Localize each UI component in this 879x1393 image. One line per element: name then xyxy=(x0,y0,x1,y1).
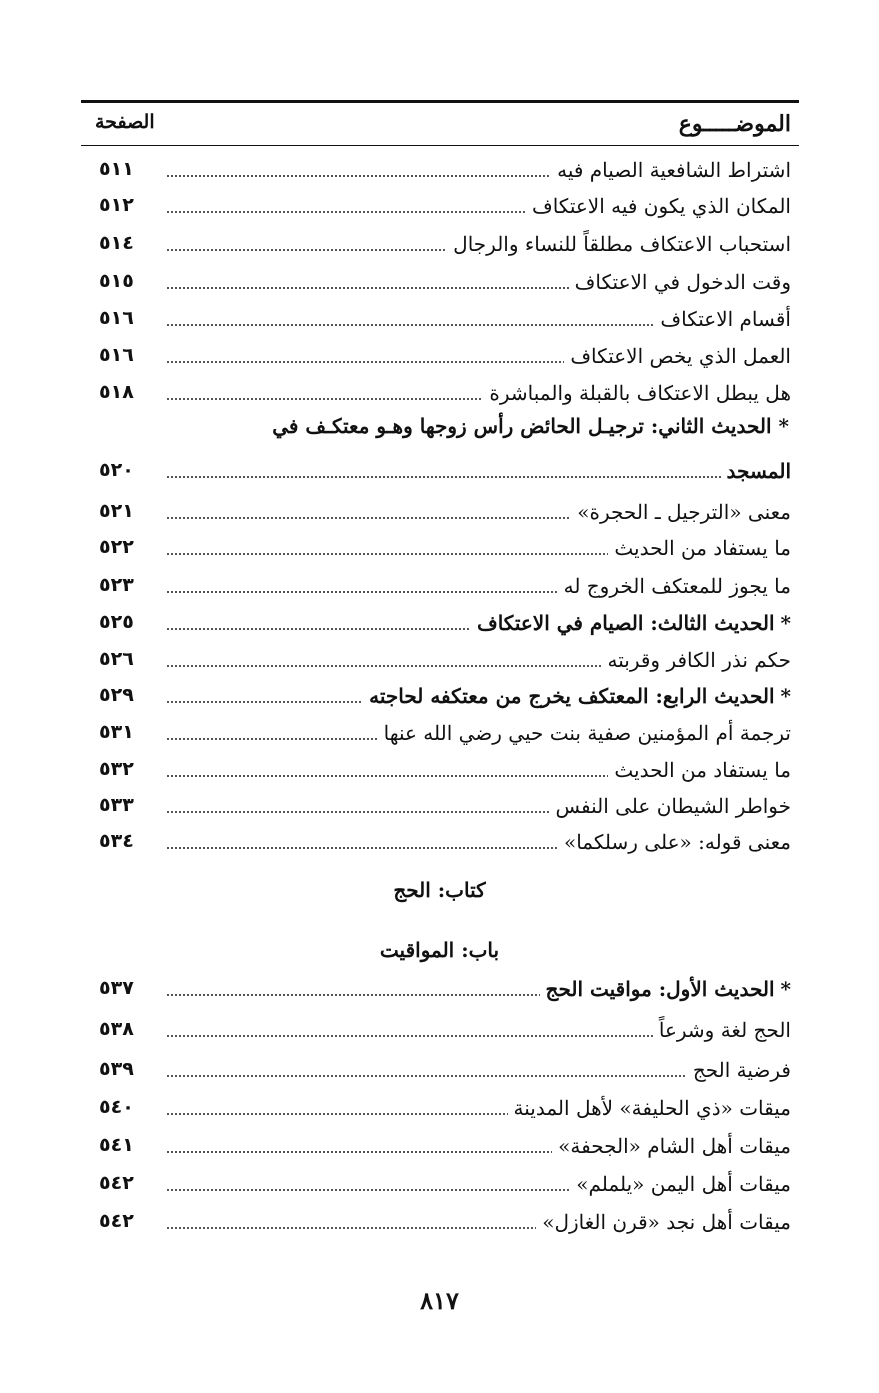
entry-page-number: ٥٢٢ xyxy=(99,536,134,558)
bullet-star: * xyxy=(780,611,791,635)
toc-entry xyxy=(81,451,793,485)
toc-entry xyxy=(81,150,793,184)
entry-title xyxy=(471,611,791,635)
entry-page-number: ٥٣٩ xyxy=(99,1058,134,1080)
entry-page-number: ٥٣٨ xyxy=(99,1018,134,1040)
page-column-header: الصفحة xyxy=(95,111,155,133)
toc-entry xyxy=(81,1088,793,1122)
entry-title xyxy=(549,794,791,818)
entry-title xyxy=(536,1210,791,1234)
entry-page-number: ٥٤٢ xyxy=(99,1172,134,1194)
bullet-star: * xyxy=(780,684,791,708)
entry-page-number: ٥٤١ xyxy=(99,1134,134,1156)
toc-entry xyxy=(81,1126,793,1160)
toc-entry xyxy=(81,1050,793,1084)
entry-title-text: ما يستفاد من الحديث xyxy=(614,536,791,560)
entry-page-number: ٥١٦ xyxy=(99,344,134,366)
entry-title-text: المكان الذي يكون فيه الاعتكاف xyxy=(531,194,791,218)
book-title: كتاب: الحج xyxy=(393,878,486,902)
dot-leader xyxy=(167,476,789,478)
chapter-title: باب: المواقيت xyxy=(379,938,500,962)
entry-title xyxy=(558,574,791,598)
entry-title-text: الحديث الثالث: الصيام في الاعتكاف xyxy=(476,611,775,635)
toc-entry xyxy=(81,676,793,710)
entry-title xyxy=(564,344,791,368)
toc-entry xyxy=(81,969,793,1003)
entry-page-number: ٥٣١ xyxy=(99,721,134,743)
page-number: ٨١٧ xyxy=(420,1286,459,1315)
entry-page-number: ٥٢٥ xyxy=(99,611,134,633)
toc-entry xyxy=(81,786,793,820)
entry-title-text: ميقات أهل نجد «قرن الغازل» xyxy=(542,1210,791,1234)
entry-title xyxy=(569,270,791,294)
entry-title xyxy=(558,830,791,854)
entry-title xyxy=(602,648,791,672)
entry-title-text: فرضية الحج xyxy=(692,1058,791,1082)
toc-entry xyxy=(81,528,793,562)
entry-page-number: ٥١١ xyxy=(99,158,134,180)
entry-title xyxy=(571,500,791,524)
entry-title-text: الحديث الأول: مواقيت الحج xyxy=(545,977,775,1001)
entry-page-number: ٥٤٢ xyxy=(99,1210,134,1232)
entry-title-text: اشتراط الشافعية الصيام فيه xyxy=(557,158,791,182)
entry-title-text: خواطر الشيطان على النفس xyxy=(555,794,791,818)
entry-title-text: هل يبطل الاعتكاف بالقبلة والمباشرة xyxy=(489,381,791,405)
entry-title xyxy=(608,758,791,782)
entry-title xyxy=(654,307,791,331)
toc-entry xyxy=(81,1010,793,1044)
toc-entry xyxy=(81,640,793,674)
entry-title-text: معنى قوله: «على رسلكما» xyxy=(563,830,791,854)
entry-page-number: ٥٣٣ xyxy=(99,794,134,816)
bullet-star: * xyxy=(780,977,791,1001)
entry-title-text: حكم نذر الكافر وقربته xyxy=(607,648,791,672)
hadith-2-heading-line1: * الحديث الثاني: ترجيـل الحائض رأس زوجها وهـو معتكـف في xyxy=(272,414,789,438)
toc-entry xyxy=(81,336,793,370)
entry-page-number: ٥٢٠ xyxy=(99,459,134,481)
entry-page-number: ٥١٢ xyxy=(99,194,134,216)
toc-entry xyxy=(81,603,793,637)
entry-page-number: ٥١٤ xyxy=(99,232,134,254)
bullet-star: * xyxy=(778,414,789,438)
entry-page-number: ٥٣٢ xyxy=(99,758,134,780)
toc-entry xyxy=(81,224,793,258)
entry-title-text: ما يجوز للمعتكف الخروج له xyxy=(563,574,791,598)
toc-entry xyxy=(81,262,793,296)
entry-page-number: ٥١٦ xyxy=(99,307,134,329)
toc-entry xyxy=(81,1202,793,1236)
entry-title-text: أقسام الاعتكاف xyxy=(660,307,791,331)
entry-title xyxy=(653,1018,791,1042)
entry-title xyxy=(551,158,791,182)
toc-entry xyxy=(81,1164,793,1198)
entry-title xyxy=(570,1172,791,1196)
toc-entry xyxy=(81,750,793,784)
toc-entry xyxy=(81,566,793,600)
entry-title-text: ميقات أهل الشام «الجحفة» xyxy=(558,1134,791,1158)
entry-title-text: المسجد xyxy=(726,459,791,483)
topic-column-header: الموضـــــوع xyxy=(678,111,791,137)
entry-title-text: وقت الدخول في الاعتكاف xyxy=(574,270,791,294)
entry-page-number: ٥١٨ xyxy=(99,381,134,403)
entry-title xyxy=(508,1096,791,1120)
entry-title xyxy=(721,459,791,483)
entry-title xyxy=(608,536,791,560)
toc-entry xyxy=(81,299,793,333)
entry-title-text: الحديث الرابع: المعتكف يخرج من معتكفه لحاجته xyxy=(369,684,775,708)
entry-page-number: ٥١٥ xyxy=(99,270,134,292)
entry-page-number: ٥٢٦ xyxy=(99,648,134,670)
entry-title xyxy=(363,684,791,708)
entry-title-text: ميقات أهل اليمن «يلملم» xyxy=(576,1172,791,1196)
toc-entry xyxy=(81,492,793,526)
entry-title-text: ميقات «ذي الحليفة» لأهل المدينة xyxy=(513,1096,791,1120)
entry-title xyxy=(687,1058,791,1082)
toc-entry xyxy=(81,713,793,747)
entry-page-number: ٥٢٣ xyxy=(99,574,134,596)
entry-title-text: الحج لغة وشرعاً xyxy=(658,1018,791,1042)
entry-page-number: ٥٣٤ xyxy=(99,830,134,852)
toc-entry xyxy=(81,373,793,407)
entry-title-text: ما يستفاد من الحديث xyxy=(614,758,791,782)
toc-entry xyxy=(81,186,793,220)
entry-title xyxy=(552,1134,791,1158)
entry-page-number: ٥٢٩ xyxy=(99,684,134,706)
entry-page-number: ٥٣٧ xyxy=(99,977,134,999)
toc-entry xyxy=(81,822,793,856)
entry-title xyxy=(540,977,791,1001)
entry-title-text: ترجمة أم المؤمنين صفية بنت حيي رضي الله عنها xyxy=(383,721,791,745)
entry-title xyxy=(526,194,791,218)
entry-title-text: استحباب الاعتكاف مطلقاً للنساء والرجال xyxy=(453,232,791,256)
entry-page-number: ٥٢١ xyxy=(99,500,134,522)
entry-title-text: معنى «الترجيل ـ الحجرة» xyxy=(577,500,791,524)
entry-title xyxy=(378,721,791,745)
entry-title xyxy=(447,232,791,256)
entry-title-text: العمل الذي يخص الاعتكاف xyxy=(570,344,791,368)
entry-page-number: ٥٤٠ xyxy=(99,1096,134,1118)
entry-title xyxy=(483,381,791,405)
